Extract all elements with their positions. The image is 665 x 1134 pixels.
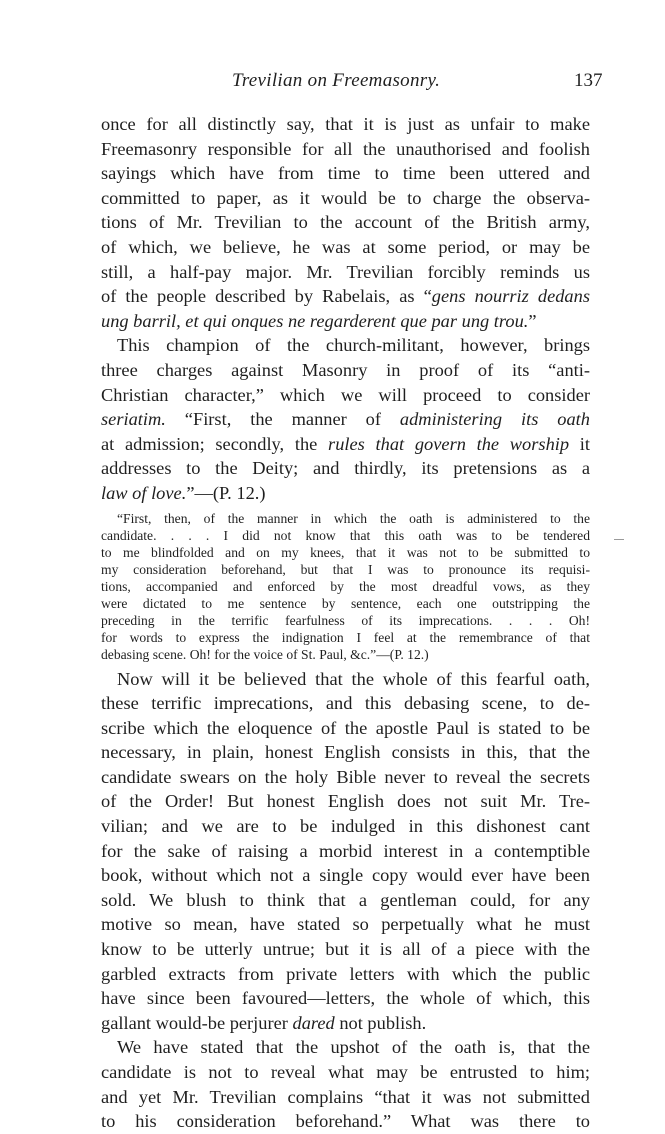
text-line: committed to paper, as it would be to charge the observa- xyxy=(101,187,590,208)
text-run: at admission; secondly, the xyxy=(101,433,329,454)
paragraph-4 xyxy=(101,1035,590,1133)
text-line: of which, we believe, he was at some period, or may be xyxy=(101,236,590,257)
margin-mark xyxy=(614,539,624,540)
extract-line: debasing scene. Oh! for the voice of St. Paul, &c.”—(P. 12.) xyxy=(101,646,429,662)
text-line: these terrific imprecations, and this debasing scene, to de- xyxy=(101,693,590,714)
text-line: have since been favoured—letters, the whole of which, this xyxy=(101,988,590,1009)
extract-line: preceding in the terrific fearfulness of its imprecations. . . . Oh! xyxy=(101,612,590,628)
text-line: addresses to the Deity; and thirdly, its pretensions as a xyxy=(101,458,590,479)
text-line: Now will it be believed that the whole of this fearful oath, xyxy=(117,668,590,689)
text-line: We have stated that the upshot of the oath is, that the xyxy=(117,1037,590,1058)
text-line: tions of Mr. Trevilian to the account of the British army, xyxy=(101,212,590,233)
text-line: still, a half-pay major. Mr. Trevilian forcibly reminds us xyxy=(101,261,590,282)
text-line: three charges against Masonry in proof of its “anti- xyxy=(101,359,590,380)
text-line xyxy=(101,284,590,309)
italic-term: seriatim. xyxy=(101,409,166,430)
text-line: scribe which the eloquence of the apostle Paul is stated to be xyxy=(101,717,590,738)
text-run: it xyxy=(569,433,591,454)
italic-quote: gens nourriz dedans xyxy=(431,286,590,307)
text-line: sold. We blush to think that a gentleman could, for any xyxy=(101,889,590,910)
text-line: Freemasonry responsible for all the unauthorised and foolish xyxy=(101,138,590,159)
text-line: for the sake of raising a morbid interest in a contemptible xyxy=(101,840,590,861)
running-title: Trevilian on Freemasonry. xyxy=(232,70,441,91)
page-number: 137 xyxy=(574,70,603,91)
text-line: know to be utterly untrue; but it is all of a piece with the xyxy=(101,939,590,960)
text-line: to his consideration beforehand.” What was there to xyxy=(101,1111,590,1132)
italic-term: law of love. xyxy=(101,482,187,503)
paragraph-3 xyxy=(101,667,590,1036)
text-run: of the people described by Rabelais, as “ xyxy=(101,286,432,307)
page-body xyxy=(101,112,590,1134)
text-line: sayings which have from time to time been uttered and xyxy=(101,163,590,184)
text-run: not publish. xyxy=(334,1012,427,1033)
paragraph-2 xyxy=(101,333,590,505)
quoted-extract xyxy=(101,510,590,663)
text-line: garbled extracts from private letters with which the public xyxy=(101,963,590,984)
text-line: once for all distinctly say, that it is just as unfair to make xyxy=(101,114,590,134)
text-line: of the Order! But honest English does not suit Mr. Tre- xyxy=(101,791,590,812)
paragraph-1 xyxy=(101,112,590,333)
extract-line: to me blindfolded and on my knees, that it was not to be submitted to xyxy=(101,544,590,560)
text-line xyxy=(101,309,590,334)
italic-term: rules that govern the worship xyxy=(328,433,570,454)
text-run: “First, the manner of xyxy=(165,409,400,430)
text-line: necessary, in plain, honest English consists in this, that the xyxy=(101,742,590,763)
text-line xyxy=(101,407,590,432)
text-line xyxy=(101,1011,590,1036)
text-line: book, without which not a single copy would ever have been xyxy=(101,865,590,886)
extract-line: were dictated to me sentence by sentence, each one outstripping the xyxy=(101,595,590,611)
text-line xyxy=(101,481,590,506)
running-header xyxy=(0,70,665,98)
extract-line: candidate. . . . I did not know that this oath was to be tendered xyxy=(101,527,590,543)
text-line: Christian character,” which we will proceed to consider xyxy=(101,384,590,405)
text-run: gallant would-be perjurer xyxy=(101,1012,293,1033)
text-line: motive so mean, have stated so perpetually what he must xyxy=(101,914,590,935)
text-line: vilian; and we are to be indulged in this dishonest cant xyxy=(101,816,590,837)
text-line xyxy=(101,432,590,457)
extract-line: “First, then, of the manner in which the oath is administered to the xyxy=(117,510,590,526)
text-run: ”—(P. 12.) xyxy=(186,482,266,503)
extract-line: my consideration beforehand, but that I was to pronounce its requisi- xyxy=(101,561,590,577)
italic-term: dared xyxy=(292,1012,335,1033)
text-line: This champion of the church-militant, however, brings xyxy=(117,335,590,356)
italic-quote: ung barril, et qui onques ne regarderent que par ung trou. xyxy=(101,310,529,331)
text-line: candidate swears on the holy Bible never to reveal the secrets xyxy=(101,766,590,787)
italic-term: administering its oath xyxy=(399,409,590,430)
extract-line: tions, accompanied and enforced by the most dreadful vows, as they xyxy=(101,578,590,594)
extract-line: for words to express the indignation I feel at the remembrance of that xyxy=(101,629,590,645)
text-line: and yet Mr. Trevilian complains “that it was not submitted xyxy=(101,1086,590,1107)
text-line: candidate is not to reveal what may be entrusted to him; xyxy=(101,1062,590,1082)
text-run: ” xyxy=(528,310,537,331)
